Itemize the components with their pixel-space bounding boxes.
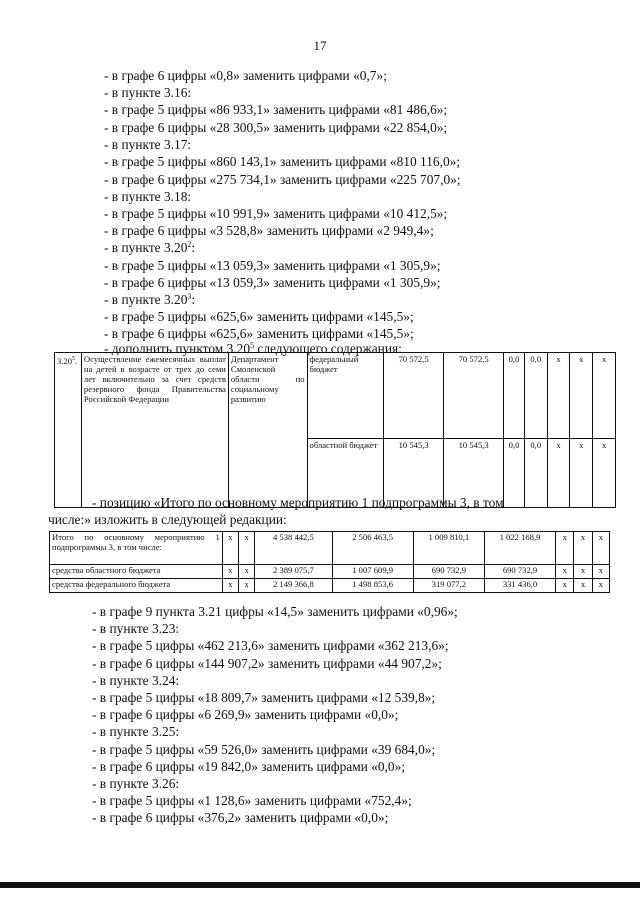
value-cell: 1 022 168,9 [484, 532, 555, 565]
text-line: - в пункте 3.24: [92, 673, 180, 688]
text-line: - в графе 5 цифры «1 128,6» заменить цифрами «752,4»; [92, 793, 412, 808]
value-cell: 0,0 [524, 439, 547, 508]
value-cell: x [556, 565, 574, 579]
text-line: - в пункте 3.26: [92, 776, 180, 791]
value-cell: x [547, 353, 570, 439]
text-line: - в графе 5 цифры «18 809,7» заменить цифрами «12 539,8»; [92, 690, 436, 705]
value-cell: x [570, 353, 593, 439]
page-number: 17 [313, 38, 327, 53]
text-line: - в пункте 3.16: [104, 85, 192, 100]
text-line: - в графе 5 цифры «625,6» заменить цифрами «145,5»; [104, 309, 414, 324]
value-cell: 1 009 810,1 [413, 532, 484, 565]
row-label-cell: средства федерального бюджета [50, 579, 223, 593]
value-cell: 0,0 [524, 353, 547, 439]
text-line: - в пункте 3.20$^2$: [104, 240, 196, 255]
value-cell: 2 389 075,7 [255, 565, 332, 579]
table-item-3-20-5 [54, 352, 616, 508]
activity-name-cell: Осуществление ежемесячных выплат на детей в возрасте от трех до семи лет включительно за счет средств резервного фонда Правительства Российской Федерации [81, 353, 228, 508]
value-cell: x [574, 565, 592, 579]
table-row [50, 579, 610, 593]
value-cell: x [574, 532, 592, 565]
source-cell: федеральный бюджет [307, 353, 384, 439]
value-cell: x [239, 579, 255, 593]
value-cell: x [556, 532, 574, 565]
value-cell: 10 545,3 [444, 439, 504, 508]
text-line: - в пункте 3.25: [92, 724, 180, 739]
value-cell: x [222, 565, 238, 579]
value-cell: 690 732,9 [484, 565, 555, 579]
value-cell: x [239, 565, 255, 579]
value-cell: 331 436,0 [484, 579, 555, 593]
text-line: - в пункте 3.17: [104, 137, 192, 152]
text-line: - в графе 6 цифры «6 269,9» заменить цифрами «0,0»; [92, 707, 399, 722]
value-cell: x [547, 439, 570, 508]
text-line: - в графе 5 цифры «59 526,0» заменить цифрами «39 684,0»; [92, 742, 436, 757]
text-line: - позицию «Итого по основному мероприятию 1 подпрограммы 3, в том [92, 495, 504, 510]
text-line: - в пункте 3.23: [92, 621, 180, 636]
value-cell: 70 572,5 [444, 353, 504, 439]
text-line: - в графе 6 цифры «625,6» заменить цифрами «145,5»; [104, 326, 414, 341]
value-cell: x [556, 579, 574, 593]
text-line: - в графе 5 цифры «10 991,9» заменить цифрами «10 412,5»; [104, 206, 448, 221]
source-cell: областной бюджет [307, 439, 384, 508]
value-cell: 319 077,2 [413, 579, 484, 593]
value-cell: x [593, 439, 616, 508]
value-cell: x [592, 579, 609, 593]
text-line: - в графе 5 цифры «13 059,3» заменить цифрами «1 305,9»; [104, 258, 441, 273]
value-cell: x [592, 532, 609, 565]
value-cell: x [222, 532, 238, 565]
executor-cell: Департамент Смоленской области по социальному развитию [228, 353, 307, 508]
text-line: - в графе 6 цифры «28 300,5» заменить цифрами «22 854,0»; [104, 120, 448, 135]
text-line: - в графе 6 цифры «13 059,3» заменить цифрами «1 305,9»; [104, 275, 441, 290]
text-line: - в графе 6 цифры «376,2» заменить цифрами «0,0»; [92, 810, 389, 825]
table-total-measure-1 [49, 531, 610, 593]
value-cell: 70 572,5 [384, 353, 444, 439]
table-row [55, 353, 616, 439]
text-line: - в графе 5 цифры «462 213,6» заменить цифрами «362 213,6»; [92, 638, 449, 653]
text-line: - дополнить пунктом 3.20$^5$ следующего содержания: [104, 341, 402, 356]
value-cell: x [239, 532, 255, 565]
scan-edge-bar [0, 882, 640, 888]
text-line: - в графе 6 цифры «3 528,8» заменить цифрами «2 949,4»; [104, 223, 434, 238]
text-line: - в графе 6 цифры «19 842,0» заменить цифрами «0,0»; [92, 759, 406, 774]
value-cell: 1 007 609,9 [332, 565, 413, 579]
text-line: - в пункте 3.20$^3$: [104, 292, 196, 307]
table-row [50, 565, 610, 579]
text-line: - в графе 5 цифры «86 933,1» заменить цифрами «81 486,6»; [104, 102, 448, 117]
value-cell: 2 149 366,8 [255, 579, 332, 593]
value-cell: 1 498 853,6 [332, 579, 413, 593]
value-cell: x [570, 439, 593, 508]
value-cell: x [222, 579, 238, 593]
text-line: - в графе 6 цифры «144 907,2» заменить цифрами «44 907,2»; [92, 656, 442, 671]
value-cell: 2 506 463,5 [332, 532, 413, 565]
text-line: числе:» изложить в следующей редакции: [48, 512, 287, 527]
row-label-cell: средства областного бюджета [50, 565, 223, 579]
item-number-cell: 3.20$^5$. [55, 353, 82, 508]
value-cell: x [574, 579, 592, 593]
text-line: - в графе 6 цифры «0,8» заменить цифрами «0,7»; [104, 68, 387, 83]
value-cell: x [592, 565, 609, 579]
text-line: - в графе 6 цифры «275 734,1» заменить цифрами «225 707,0»; [104, 172, 461, 187]
value-cell: x [593, 353, 616, 439]
row-label-cell: Итого по основному мероприятию 1 подпрограммы 3, в том числе: [50, 532, 223, 565]
value-cell: 690 732,9 [413, 565, 484, 579]
table-row [50, 532, 610, 565]
value-cell: 0,0 [504, 439, 525, 508]
value-cell: 0,0 [504, 353, 525, 439]
text-line: - в графе 5 цифры «860 143,1» заменить цифрами «810 116,0»; [104, 154, 461, 169]
text-line: - в пункте 3.18: [104, 189, 192, 204]
value-cell: 10 545,3 [384, 439, 444, 508]
text-line: - в графе 9 пункта 3.21 цифры «14,5» заменить цифрами «0,96»; [92, 604, 458, 619]
value-cell: 4 538 442,5 [255, 532, 332, 565]
